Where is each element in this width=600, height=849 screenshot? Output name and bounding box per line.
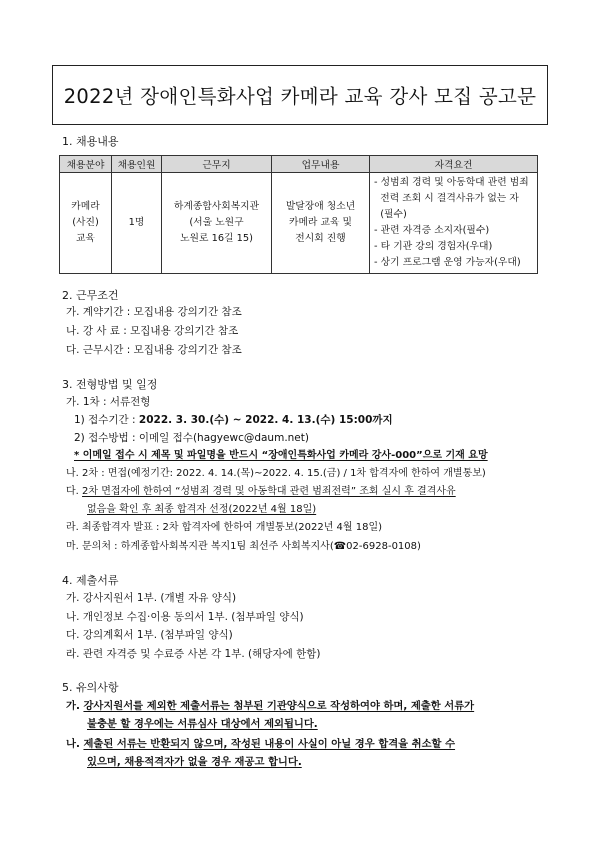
- section-2-heading: 2. 근무조건: [62, 289, 119, 302]
- header-count: 채용인원: [112, 156, 162, 173]
- place-line: 하계종합사회복지관: [173, 201, 260, 212]
- item-prefix: 가.: [66, 700, 84, 712]
- place-line: (서울 노원구: [189, 217, 244, 228]
- application-period-label: 1) 접수기간 :: [74, 414, 139, 426]
- background-check-line: 2차 면접자에 한하여 “성범죄 경력 및 아동학대 관련 범죄전력” 조회 실시 후 결격사유: [82, 486, 456, 497]
- header-requirements: 자격요건: [370, 156, 538, 173]
- condition-item: 다. 근무시간 : 모집내용 강의기간 참조: [66, 344, 242, 356]
- section-1-heading: 1. 채용내용: [62, 135, 119, 148]
- requirement-line: - 타 기관 강의 경험자(우대): [374, 241, 493, 252]
- email-note: * 이메일 접수 시 제목 및 파일명을 반드시 “장애인특화사업 카메라 강사-000”으로 기재 요망: [74, 450, 488, 461]
- condition-item: 나. 강 사 료 : 모집내용 강의기간 참조: [66, 325, 239, 337]
- document-item: 라. 관련 자격증 및 수료증 사본 각 1부. (해당자에 한함): [66, 648, 321, 660]
- item-prefix: 나.: [66, 738, 84, 750]
- section-3-heading: 3. 전형방법 및 일정: [62, 378, 158, 391]
- field-line: 교육: [76, 233, 95, 244]
- cell-field: [60, 173, 112, 274]
- title-box: [52, 65, 548, 125]
- background-check-line: 없음을 확인 후 최종 합격자 선정(2022년 4월 18일): [87, 504, 317, 515]
- requirement-line: 전력 조회 시 결격사유가 없는 자: [374, 193, 519, 204]
- work-line: 발달장애 청소년: [285, 201, 356, 212]
- cell-count: 1명: [112, 173, 162, 274]
- document-item: 다. 강의계획서 1부. (첨부파일 양식): [66, 629, 233, 641]
- item-prefix: 다.: [66, 486, 83, 497]
- section-5-heading: 5. 유의사항: [62, 681, 119, 694]
- work-line: 카메라 교육 및: [288, 217, 352, 228]
- section-4-heading: 4. 제출서류: [62, 574, 119, 587]
- header-field: 채용분야: [60, 156, 112, 173]
- cell-requirements: [370, 173, 538, 274]
- cell-place: [162, 173, 272, 274]
- recruitment-table: [59, 155, 538, 274]
- requirement-line: - 상기 프로그램 운영 가능자(우대): [374, 257, 521, 268]
- notice-item-2: [66, 737, 455, 751]
- notice-line: 불충분 할 경우에는 서류심사 대상에서 제외됩니다.: [87, 718, 318, 730]
- requirement-line: - 관련 자격증 소지자(필수): [374, 225, 490, 236]
- page-title: 2022년 장애인특화사업 카메라 교육 강사 모집 공고문: [63, 85, 537, 108]
- notice-line: 제출된 서류는 반환되지 않으며, 작성된 내용이 사실이 아닐 경우 합격을 취소할 수: [83, 738, 456, 750]
- document-item: 나. 개인정보 수집·이용 동의서 1부. (첨부파일 양식): [66, 611, 304, 623]
- contact-info: 마. 문의처 : 하계종합사회복지관 복지1팀 최선주 사회복지사(☎02-6928-0108): [66, 541, 421, 552]
- notice-line: 있으며, 채용적격자가 없을 경우 재공고 합니다.: [87, 756, 302, 768]
- requirement-line: - 성범죄 경력 및 아동학대 관련 범죄: [374, 177, 529, 188]
- field-line: 카메라: [71, 201, 100, 212]
- final-announcement: 라. 최종합격자 발표 : 2차 합격자에 한하여 개별통보(2022년 4월 18일): [66, 522, 383, 533]
- selection-step-1: 가. 1차 : 서류전형: [66, 396, 151, 408]
- table-row: [60, 173, 538, 274]
- table-header-row: [60, 156, 538, 173]
- selection-step-2: 나. 2차 : 면접(예정기간: 2022. 4. 14.(목)~2022. 4. 15.(금) / 1차 합격자에 한하여 개별통보): [66, 468, 486, 479]
- cell-work: [272, 173, 370, 274]
- application-period-value: 2022. 3. 30.(수) ~ 2022. 4. 13.(수) 15:00까지: [138, 414, 393, 426]
- application-period: [74, 413, 393, 427]
- place-line: 노원로 16길 15): [180, 233, 253, 244]
- condition-item: 가. 계약기간 : 모집내용 강의기간 참조: [66, 306, 242, 318]
- header-place: 근무지: [162, 156, 272, 173]
- application-method: 2) 접수방법 : 이메일 접수(hagyewc@daum.net): [74, 432, 309, 444]
- header-work: 업무내용: [272, 156, 370, 173]
- work-line: 전시회 진행: [295, 233, 346, 244]
- notice-line: 강사지원서를 제외한 제출서류는 첨부된 기관양식으로 작성하여야 하며, 제출한 서류가: [83, 700, 475, 712]
- document-item: 가. 강사지원서 1부. (개별 자유 양식): [66, 592, 237, 604]
- notice-item-1: [66, 699, 474, 713]
- selection-step-3: [66, 485, 456, 499]
- field-line: (사진): [72, 217, 99, 228]
- requirement-line: (필수): [374, 209, 407, 220]
